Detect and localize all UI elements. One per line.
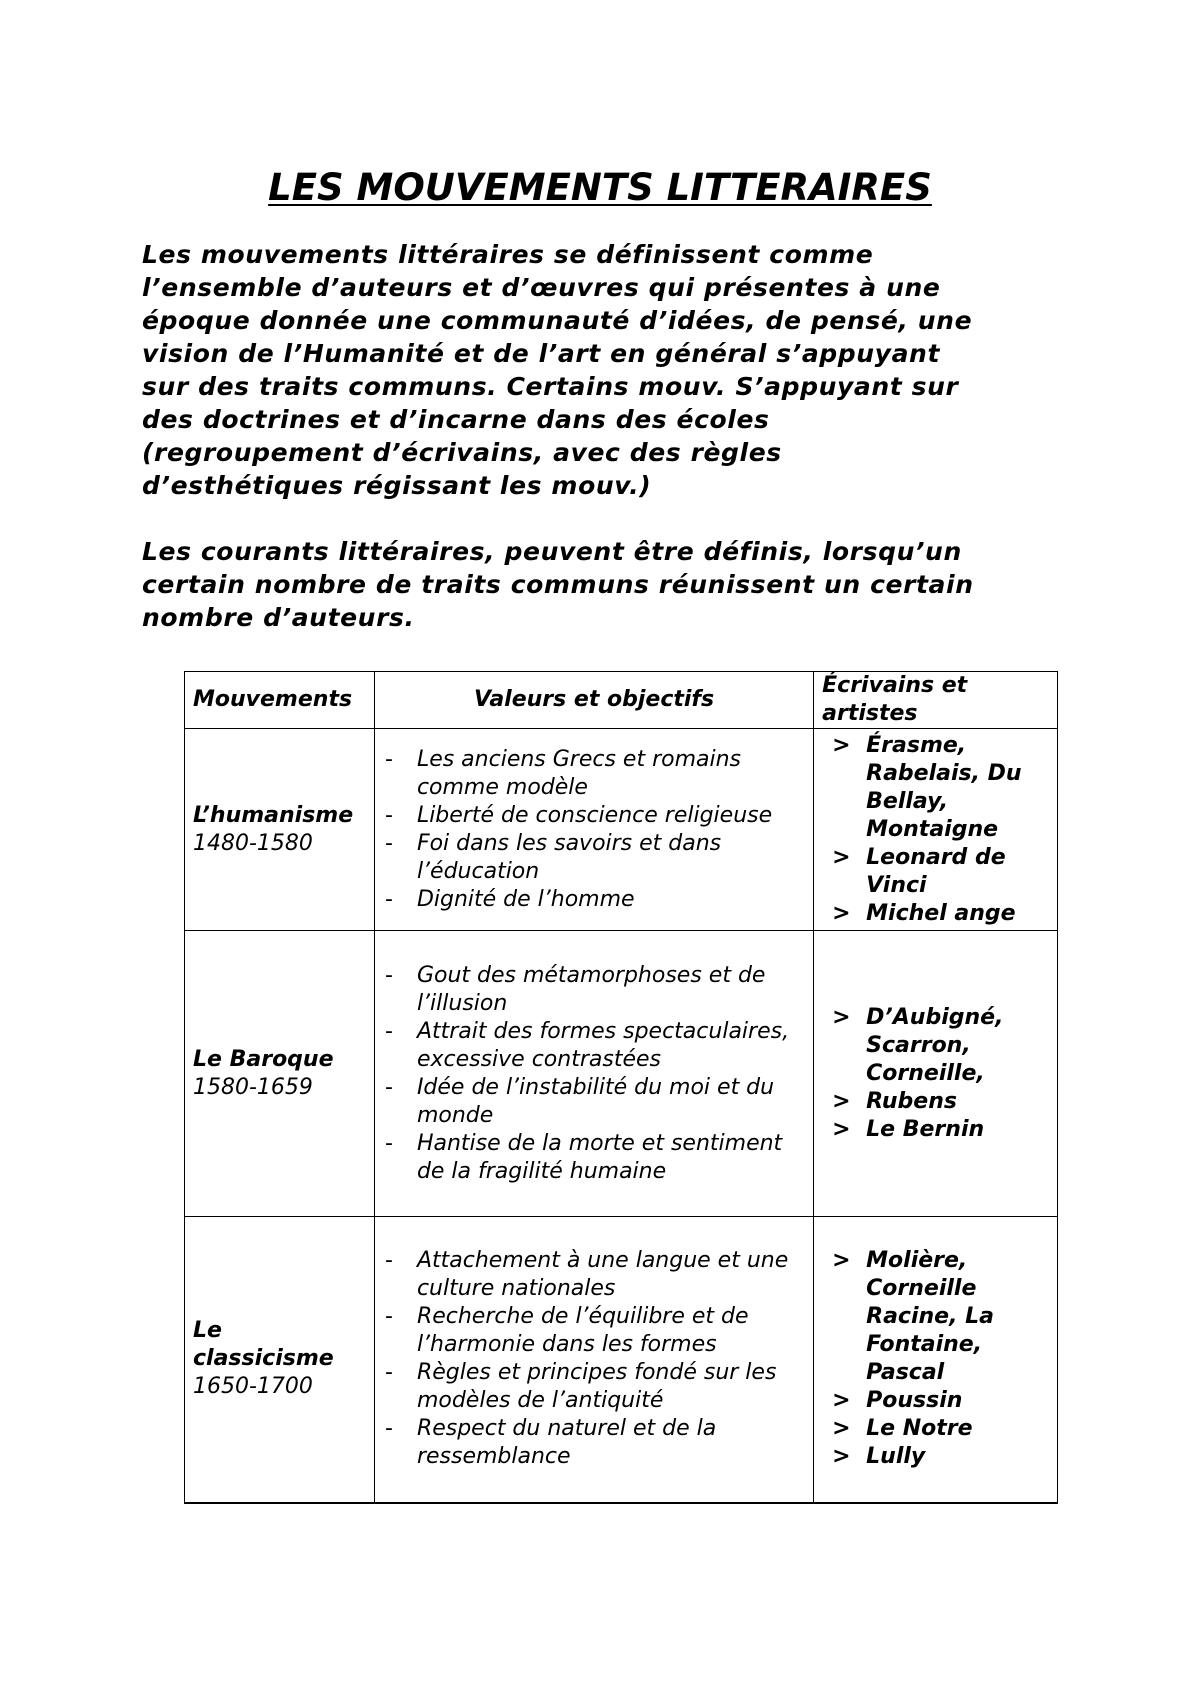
value-item: - Foi dans les savoirs et dans l’éducation — [383, 830, 805, 886]
value-item: - Attachement à une langue et une culture nationales — [383, 1247, 805, 1303]
movement-dates: 1650-1700 — [193, 1374, 313, 1400]
header-ecrivains: Écrivains et artistes — [814, 672, 1058, 729]
courants-line: Les courants littéraires, peuvent être définis, lorsqu’un — [142, 537, 962, 566]
value-item: - Les anciens Grecs et romains comme modèle — [383, 746, 805, 802]
table-row — [185, 1217, 1058, 1503]
table-row — [185, 931, 1058, 1217]
artist-item: > D’Aubigné, Scarron, Corneille, — [822, 1004, 1049, 1088]
header-mouvements: Mouvements — [185, 672, 375, 729]
value-item: - Idée de l’instabilité du moi et du monde — [383, 1074, 805, 1130]
intro-paragraph — [142, 238, 1082, 502]
artist-item: > Michel ange — [822, 900, 1049, 928]
artist-item: > Érasme, Rabelais, Du Bellay, Montaigne — [822, 732, 1049, 844]
table-row — [185, 729, 1058, 931]
movement-dates: 1580-1659 — [193, 1074, 313, 1100]
artist-item: > Poussin — [822, 1387, 1049, 1415]
artist-item: > Le Notre — [822, 1415, 1049, 1443]
movement-name: Le Baroque — [193, 1046, 334, 1072]
table-header-row — [185, 672, 1058, 729]
movement-cell — [185, 729, 375, 931]
value-item: - Attrait des formes spectaculaires, excessive contrastées — [383, 1018, 805, 1074]
value-item: - Liberté de conscience religieuse — [383, 802, 805, 830]
movement-cell — [185, 931, 375, 1217]
values-cell — [374, 1217, 813, 1503]
courants-line: nombre d’auteurs. — [142, 603, 415, 632]
intro-line: sur des traits communs. Certains mouv. S’appuyant sur — [142, 372, 959, 401]
value-item: - Hantise de la morte et sentiment de la fragilité humaine — [383, 1130, 805, 1186]
values-cell — [374, 729, 813, 931]
header-valeurs: Valeurs et objectifs — [374, 672, 813, 729]
movement-cell — [185, 1217, 375, 1503]
movement-name: L’humanisme — [193, 802, 354, 828]
intro-line: (regroupement d’écrivains, avec des règles — [142, 438, 782, 467]
movement-name: Le classicisme — [193, 1318, 334, 1372]
courants-paragraph — [142, 535, 1082, 634]
artist-item: > Leonard de Vinci — [822, 844, 1049, 900]
intro-line: l’ensemble d’auteurs et d’œuvres qui présentes à une — [142, 273, 941, 302]
intro-line: d’esthétiques régissant les mouv.) — [142, 471, 652, 500]
value-item: - Respect du naturel et de la ressemblance — [383, 1415, 805, 1471]
artist-item: > Molière, Corneille Racine, La Fontaine, Pascal — [822, 1247, 1049, 1387]
artist-item: > Rubens — [822, 1088, 1049, 1116]
artist-item: > Le Bernin — [822, 1116, 1049, 1144]
artists-cell — [814, 729, 1058, 931]
artists-cell — [814, 1217, 1058, 1503]
movements-table — [184, 671, 1058, 1504]
value-item: - Gout des métamorphoses et de l’illusion — [383, 962, 805, 1018]
value-item: - Recherche de l’équilibre et de l’harmonie dans les formes — [383, 1303, 805, 1359]
artists-cell — [814, 931, 1058, 1217]
values-cell — [374, 931, 813, 1217]
artist-item: > Lully — [822, 1443, 1049, 1471]
intro-line: des doctrines et d’incarne dans des écoles — [142, 405, 770, 434]
value-item: - Dignité de l’homme — [383, 886, 805, 914]
intro-line: vision de l’Humanité et de l’art en général s’appuyant — [142, 339, 941, 368]
intro-line: Les mouvements littéraires se définissent comme — [142, 240, 874, 269]
page-title: LES MOUVEMENTS LITTERAIRES — [268, 165, 932, 209]
value-item: - Règles et principes fondé sur les modèles de l’antiquité — [383, 1359, 805, 1415]
courants-line: certain nombre de traits communs réunissent un certain — [142, 570, 974, 599]
intro-line: époque donnée une communauté d’idées, de pensé, une — [142, 306, 973, 335]
movement-dates: 1480-1580 — [193, 830, 313, 856]
